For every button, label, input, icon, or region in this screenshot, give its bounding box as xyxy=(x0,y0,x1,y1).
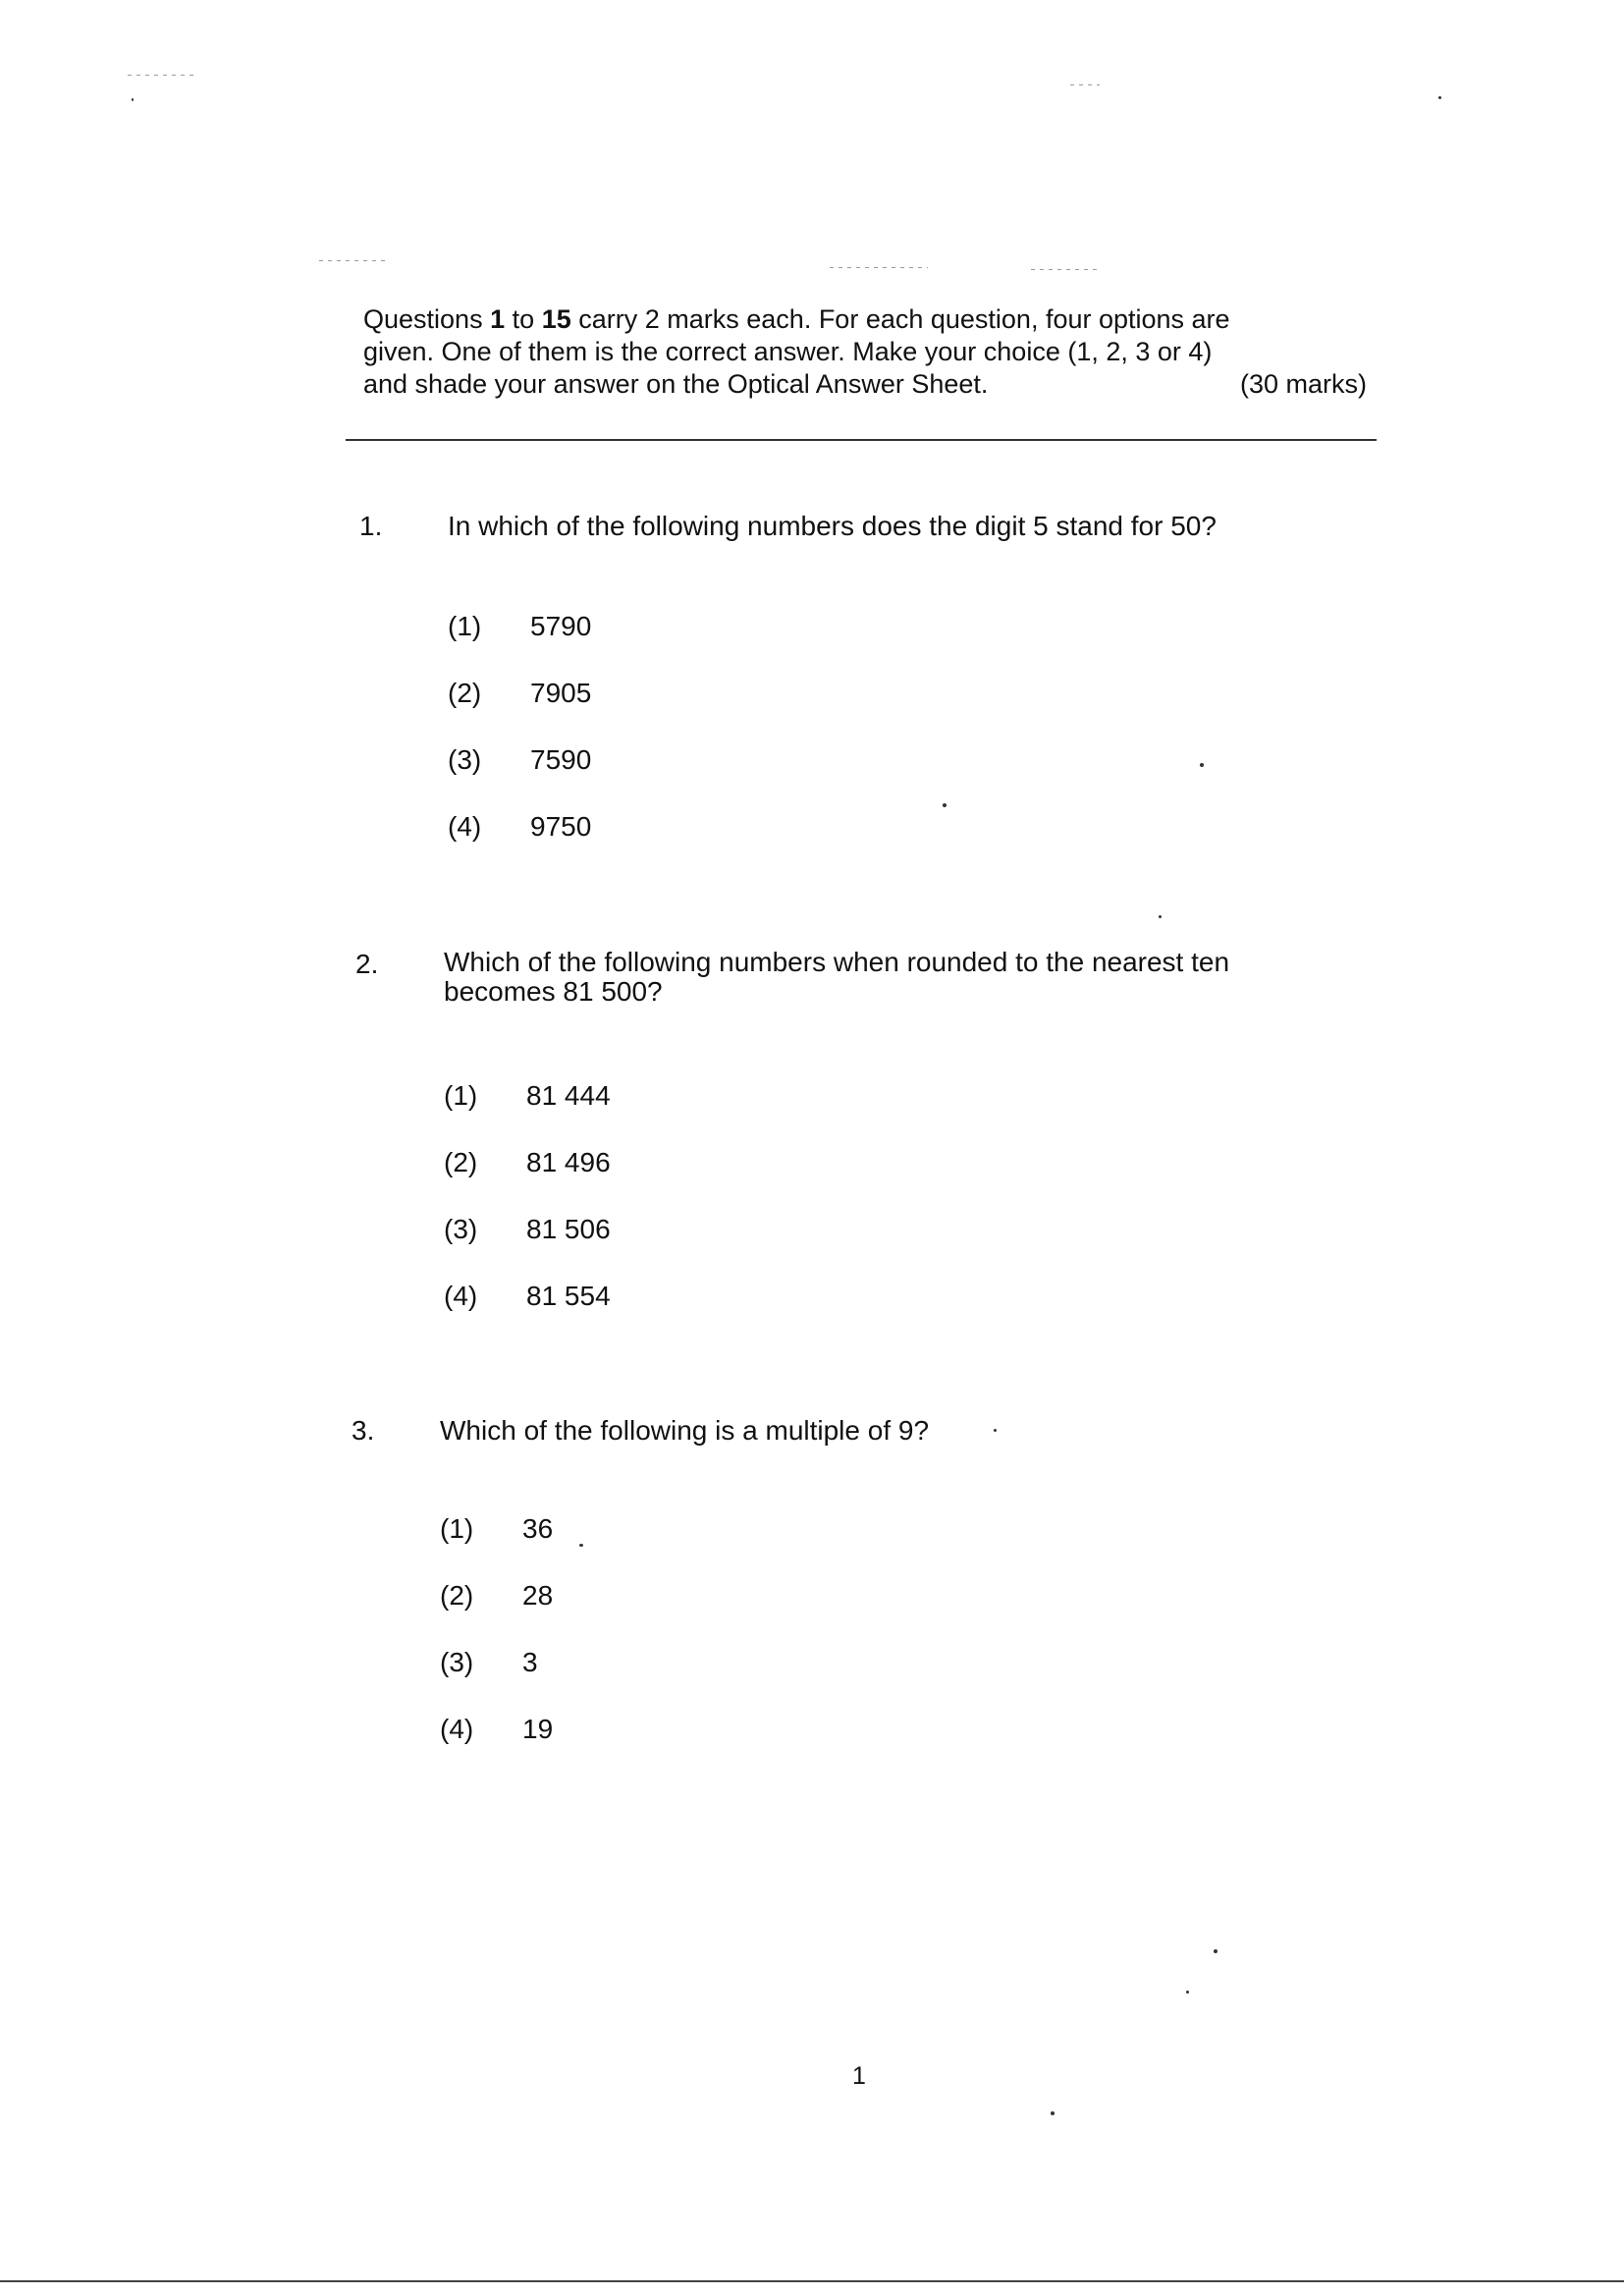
answer-option xyxy=(440,1579,553,1613)
option-value: 28 xyxy=(522,1580,554,1611)
answer-option xyxy=(440,1512,553,1546)
answer-option xyxy=(440,1713,553,1746)
instructions-bold-number: 1 xyxy=(490,304,506,334)
divider-line xyxy=(346,439,1377,441)
scan-speck xyxy=(1051,2111,1055,2115)
question-number: 1. xyxy=(359,511,383,541)
instructions-text: and shade your answer on the Optical Answer Sheet. xyxy=(363,369,989,399)
option-label: (3) xyxy=(448,744,482,775)
option-label: (3) xyxy=(440,1647,474,1677)
scan-speck xyxy=(943,803,947,807)
instructions-line-2: given. One of them is the correct answer. Make your choice (1, 2, 3 or 4) xyxy=(363,337,1213,366)
instructions-text: Questions xyxy=(363,304,483,334)
scan-speck xyxy=(1159,915,1162,918)
scan-mark xyxy=(830,267,928,268)
scan-speck xyxy=(1214,1949,1218,1953)
instructions-line-1 xyxy=(363,303,1367,336)
question-number: 3. xyxy=(352,1415,375,1446)
option-value: 7905 xyxy=(530,678,592,708)
answer-option xyxy=(444,1079,611,1113)
instructions-text: to xyxy=(512,304,535,334)
option-label: (2) xyxy=(444,1147,478,1177)
instructions-text: carry 2 marks each. For each question, four options are xyxy=(578,304,1230,334)
answer-option xyxy=(444,1146,611,1179)
option-value: 7590 xyxy=(530,744,592,775)
page-bottom-edge xyxy=(0,2280,1624,2282)
answer-option xyxy=(444,1280,611,1313)
scan-speck xyxy=(1186,1991,1189,1994)
option-value: 81 496 xyxy=(526,1147,611,1177)
option-label: (4) xyxy=(448,811,482,842)
option-value: 9750 xyxy=(530,811,592,842)
scan-speck xyxy=(132,98,134,101)
instructions-bold-number: 15 xyxy=(541,304,571,334)
answer-option xyxy=(448,677,591,710)
scan-speck xyxy=(579,1544,583,1547)
option-value: 81 506 xyxy=(526,1214,611,1244)
answer-option xyxy=(444,1213,611,1246)
instructions-line-3 xyxy=(363,368,1367,401)
option-value: 19 xyxy=(522,1714,554,1744)
option-value: 36 xyxy=(522,1513,554,1544)
answer-option xyxy=(448,610,591,643)
scan-speck xyxy=(1438,96,1441,99)
option-label: (2) xyxy=(448,678,482,708)
option-label: (3) xyxy=(444,1214,478,1244)
question-text: Which of the following numbers when rounded to the nearest ten becomes 81 500? xyxy=(444,947,1230,1007)
question-text: Which of the following is a multiple of 9? xyxy=(440,1415,930,1446)
answer-option xyxy=(448,743,591,777)
option-label: (4) xyxy=(444,1281,478,1311)
instructions xyxy=(363,303,1367,401)
page-number: 1 xyxy=(852,2062,866,2090)
option-value: 81 554 xyxy=(526,1281,611,1311)
option-label: (1) xyxy=(444,1080,478,1111)
scan-mark xyxy=(319,260,388,261)
option-value: 81 444 xyxy=(526,1080,611,1111)
option-label: (1) xyxy=(448,611,482,641)
option-label: (4) xyxy=(440,1714,474,1744)
option-value: 5790 xyxy=(530,611,592,641)
scan-mark xyxy=(128,75,196,76)
option-label: (2) xyxy=(440,1580,474,1611)
total-marks: (30 marks) xyxy=(1239,369,1367,399)
scan-speck xyxy=(1200,763,1204,767)
answer-option xyxy=(448,810,591,844)
scan-mark xyxy=(1070,84,1100,85)
option-value: 3 xyxy=(522,1647,538,1677)
question-number: 2. xyxy=(355,949,379,979)
question-text: In which of the following numbers does the digit 5 stand for 50? xyxy=(448,511,1217,541)
scan-mark xyxy=(1031,269,1100,270)
option-label: (1) xyxy=(440,1513,474,1544)
answer-option xyxy=(440,1646,538,1679)
